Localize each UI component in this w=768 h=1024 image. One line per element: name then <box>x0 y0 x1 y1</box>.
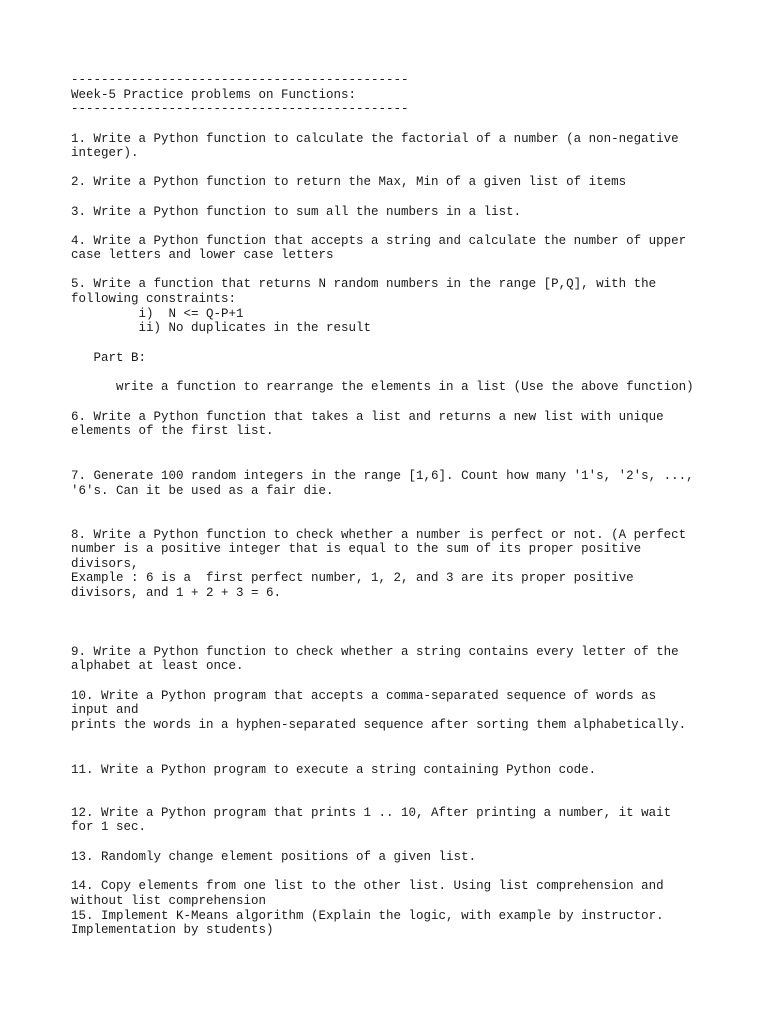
problem-1-line-2: integer). <box>71 146 139 160</box>
problem-8-line-5: divisors, and 1 + 2 + 3 = 6. <box>71 586 282 600</box>
problem-6-line-2: elements of the first list. <box>71 424 274 438</box>
problem-8-line-2: number is a positive integer that is equal to the sum of its proper positive <box>71 542 642 556</box>
separator-line: --------------------------------------------- <box>71 73 409 87</box>
problem-10-line-1: 10. Write a Python program that accepts a comma-separated sequence of words as <box>71 689 657 703</box>
problem-4-line-2: case letters and lower case letters <box>71 248 334 262</box>
problem-12-line-2: for 1 sec. <box>71 820 147 834</box>
problem-15-line-2: Implementation by students) <box>71 923 274 937</box>
part-b-text: write a function to rearrange the elements in a list (Use the above function) <box>71 380 694 394</box>
document-title: Week-5 Practice problems on Functions: <box>71 88 357 102</box>
problem-2: 2. Write a Python function to return the Max, Min of a given list of items <box>71 175 627 189</box>
problem-9-line-1: 9. Write a Python function to check whether a string contains every letter of the <box>71 645 679 659</box>
part-b-heading: Part B: <box>71 351 147 365</box>
constraint-i: i) N <= Q-P+1 <box>71 307 244 321</box>
problem-6-line-1: 6. Write a Python function that takes a list and returns a new list with unique <box>71 410 664 424</box>
problem-8-line-3: divisors, <box>71 557 139 571</box>
problem-9-line-2: alphabet at least once. <box>71 659 244 673</box>
constraint-ii: ii) No duplicates in the result <box>71 321 372 335</box>
problem-14-line-1: 14. Copy elements from one list to the other list. Using list comprehension and <box>71 879 664 893</box>
problem-11: 11. Write a Python program to execute a string containing Python code. <box>71 763 597 777</box>
separator-line: --------------------------------------------- <box>71 102 409 116</box>
problem-15-line-1: 15. Implement K-Means algorithm (Explain the logic, with example by instructor. <box>71 909 664 923</box>
problem-12-line-1: 12. Write a Python program that prints 1 .. 10, After printing a number, it wait <box>71 806 672 820</box>
problem-13: 13. Randomly change element positions of a given list. <box>71 850 477 864</box>
problem-8-line-4: Example : 6 is a first perfect number, 1, 2, and 3 are its proper positive <box>71 571 634 585</box>
problem-5-line-2: following constraints: <box>71 292 237 306</box>
problem-10-line-2: input and <box>71 703 139 717</box>
problem-8-line-1: 8. Write a Python function to check whether a number is perfect or not. (A perfect <box>71 528 687 542</box>
problem-5-line-1: 5. Write a function that returns N random numbers in the range [P,Q], with the <box>71 277 657 291</box>
problem-1-line-1: 1. Write a Python function to calculate the factorial of a number (a non-negative <box>71 132 679 146</box>
problem-3: 3. Write a Python function to sum all the numbers in a list. <box>71 205 522 219</box>
problem-7-line-2: '6's. Can it be used as a fair die. <box>71 484 334 498</box>
problem-4-line-1: 4. Write a Python function that accepts a string and calculate the number of upper <box>71 234 687 248</box>
problem-10-line-3: prints the words in a hyphen-separated sequence after sorting them alphabetically. <box>71 718 687 732</box>
problem-7-line-1: 7. Generate 100 random integers in the range [1,6]. Count how many '1's, '2's, ..., <box>71 469 694 483</box>
problem-14-line-2: without list comprehension <box>71 894 267 908</box>
